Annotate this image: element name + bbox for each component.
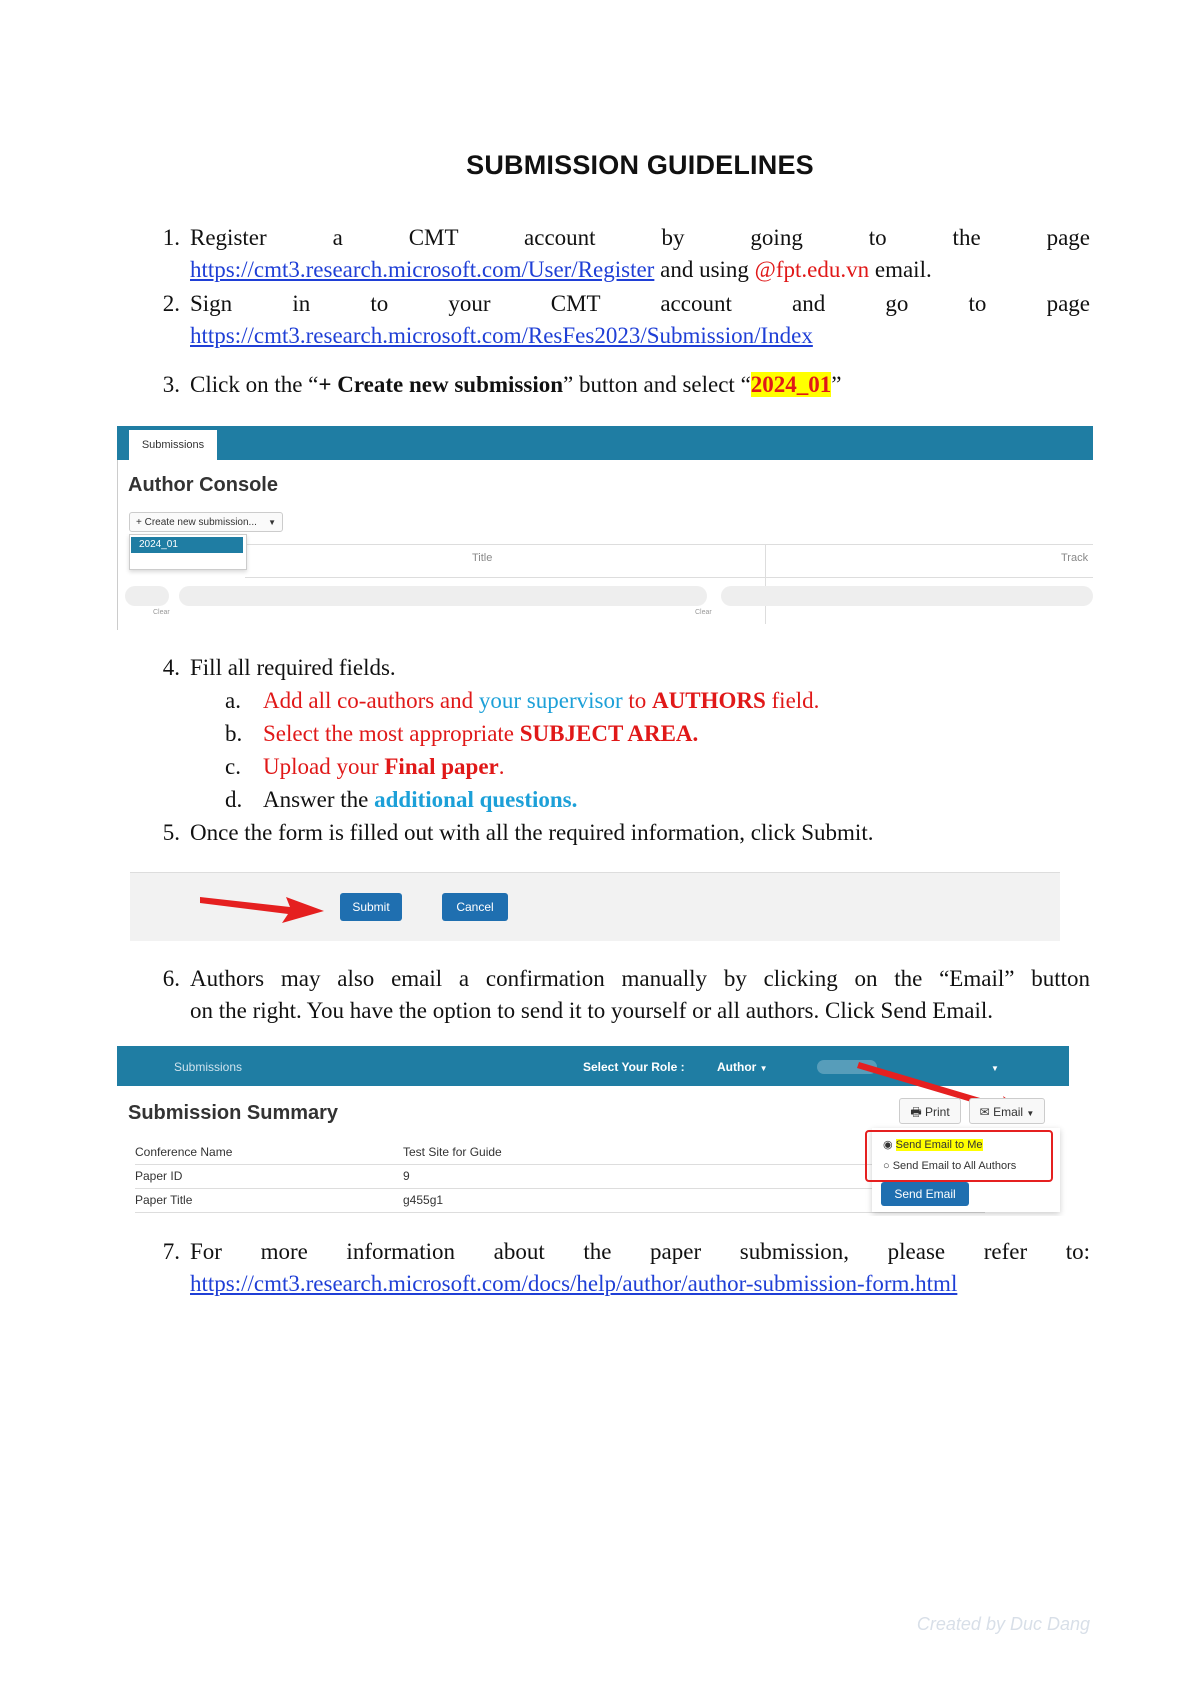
footer-credit: Created by Duc Dang [916,1614,1090,1634]
step-5-text: Once the form is filled out with all the required information, click Submit. [190,820,874,845]
step-3-mid: ” button and select “ [563,372,751,397]
step-4d-t1: Answer the [263,787,375,812]
row-label: Conference Name [135,1145,233,1159]
step-6 [150,963,1090,1027]
step-4b [225,718,1025,750]
email-domain: @fpt.edu.vn [754,257,870,282]
author-console-screenshot [117,426,1093,630]
step-number: 5. [162,820,180,845]
step-4c-t1: Upload your [263,754,385,779]
role-value: Author [717,1060,757,1074]
step-1-mid: and using [654,257,755,282]
step-4a-t5: field. [765,688,820,713]
submit-buttons-screenshot [130,872,1060,941]
table-row [135,1188,985,1213]
email-button[interactable] [969,1098,1045,1124]
track-filter-input[interactable] [721,586,1093,606]
column-track[interactable]: Track [1061,552,1089,564]
step-2-text: Sign in to your CMT account and go to page [190,291,1090,316]
clear-link[interactable]: Clear [695,609,712,616]
send-to-me-label: Send Email to Me [895,1139,983,1151]
create-new-submission-button[interactable] [129,512,283,532]
title-filter-input[interactable] [179,586,707,606]
row-label: Paper ID [135,1169,183,1183]
step-4c-t3: . [498,754,505,779]
filter-input[interactable] [125,586,169,606]
step-number: 4. [162,655,180,680]
step-2 [150,288,1090,352]
highlight-box [865,1130,1053,1182]
step-4 [150,652,1090,684]
step-1-end: email. [869,257,932,282]
radio-unchecked-icon: ○ [883,1160,890,1172]
step-4a-t3: to [622,688,653,713]
step-4d-additional-questions: additional questions. [374,787,578,812]
step-1 [150,222,1090,286]
step-3 [150,369,1090,401]
table-row [135,1140,985,1165]
step-6-line1: Authors may also email a confirmation manually by clicking on the “Email” button [190,966,1090,991]
help-link[interactable]: https://cmt3.research.microsoft.com/docs/help/author/author-submission-form.html [190,1271,958,1296]
step-number: 2. [162,291,180,316]
caret-down-icon: ▼ [1026,1109,1035,1118]
author-console-title: Author Console [128,474,278,496]
role-dropdown[interactable] [717,1060,768,1074]
step-number: 3. [162,372,180,397]
step-4-text: Fill all required fields. [190,655,396,680]
caret-down-icon[interactable]: ▼ [991,1064,999,1073]
track-highlight: 2024_01 [750,372,832,397]
submission-summary-screenshot [117,1046,1069,1216]
step-1-text: Register a CMT account by going to the page [190,225,1090,250]
tab-submissions[interactable]: Submissions [129,430,217,460]
sub-letter: c. [225,754,241,779]
submission-table-header [245,544,1093,578]
step-4a-supervisor: your supervisor [478,688,623,713]
step-4c-final-paper: Final paper [384,754,499,779]
sub-letter: a. [225,688,241,713]
step-4a [225,685,1025,717]
step-4a-authors: AUTHORS [652,688,766,713]
nav-bar [117,426,1093,460]
print-label: Print [924,1105,950,1119]
step-4a-t1: Add all co-authors and [263,688,479,713]
row-value: g455g1 [403,1193,444,1207]
row-label: Paper Title [135,1193,193,1207]
page-title: SUBMISSION GUIDELINES [466,150,814,180]
divider [117,460,118,630]
send-to-all-label: Send Email to All Authors [892,1160,1017,1172]
send-email-button[interactable]: Send Email [881,1182,969,1206]
step-4c [225,751,1025,783]
step-7 [150,1236,1090,1300]
nav-submissions[interactable]: Submissions [174,1060,243,1074]
create-new-submission-label: + Create new submission... [136,517,257,528]
step-6-line2: on the right. You have the option to send it to yourself or all authors. Click Send Email. [190,998,993,1023]
submission-index-link[interactable]: https://cmt3.research.microsoft.com/ResFes2023/Submission/Index [190,323,813,348]
step-4b-subject-area: SUBJECT AREA. [519,721,699,746]
step-7-text: For more information about the paper submission, please refer to: [190,1239,1090,1264]
step-4d [225,784,1025,816]
arrow-right-icon [198,889,328,925]
step-number: 7. [162,1239,180,1264]
sub-letter: d. [225,787,243,812]
print-button[interactable] [899,1098,961,1124]
track-dropdown [129,534,247,570]
email-label: Email [993,1105,1024,1119]
envelope-icon: ✉ [979,1105,990,1119]
print-icon: 🖶 [910,1105,922,1119]
step-number: 6. [162,966,180,991]
role-label: Select Your Role : [583,1060,685,1074]
submit-button[interactable]: Submit [340,893,402,921]
step-3-end: ” [831,372,842,397]
step-4b-t1: Select the most appropriate [263,721,520,746]
step-5 [150,817,1090,849]
caret-down-icon: ▼ [759,1064,768,1073]
create-submission-label: + Create new submission [318,372,564,397]
radio-checked-icon: ◉ [883,1139,893,1151]
cancel-button[interactable]: Cancel [442,893,508,921]
table-row [135,1164,985,1189]
column-divider [765,544,766,624]
clear-link[interactable]: Clear [153,609,170,616]
column-title[interactable]: Title [472,552,493,564]
dropdown-item-track[interactable]: 2024_01 [131,537,243,553]
row-value: Test Site for Guide [403,1145,502,1159]
step-3-pre: Click on the “ [190,372,319,397]
submission-summary-title: Submission Summary [128,1102,339,1124]
caret-down-icon: ▼ [268,518,276,527]
register-link[interactable]: https://cmt3.research.microsoft.com/User/Register [190,257,655,282]
row-value: 9 [403,1169,410,1183]
step-number: 1. [162,225,180,250]
sub-letter: b. [225,721,243,746]
